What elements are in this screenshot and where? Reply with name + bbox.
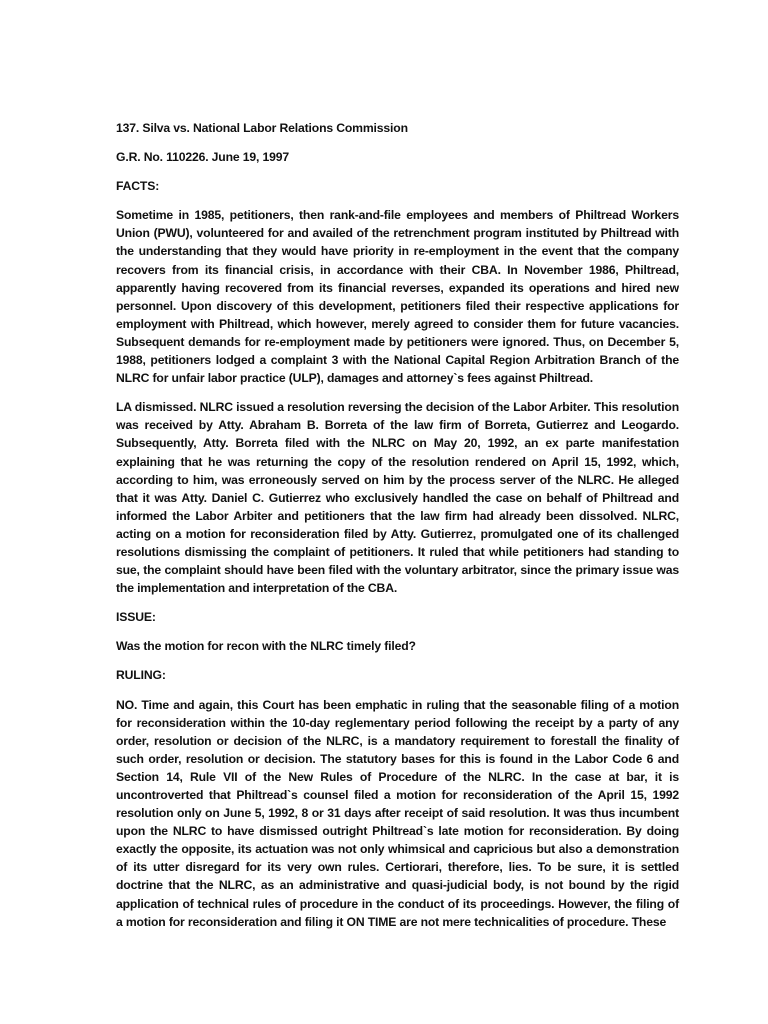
facts-paragraph-1: Sometime in 1985, petitioners, then rank-and-file employees and members of Philtread Workers Union (PWU), volunteered for and availed of the retrenchment program instituted by Philtread with the understanding that they would have priority in re-employment in the event that the company recovers from its financial crisis, in accordance with their CBA. In November 1986, Philtread, apparently having recovered from its financial reverses, expanded its operations and hired new personnel. Upon discovery of this development, petitioners filed their respective applications for employment with Philtread, which however, merely agreed to consider them for future vacancies. Subsequent demands for re-employment made by petitioners were ignored. Thus, on December 5, 1988, petitioners lodged a complaint 3 with the National Capital Region Arbitration Branch of the NLRC for unfair labor practice (ULP), damages and attorney`s fees against Philtread. — [116, 208, 679, 386]
case-citation: G.R. No. 110226. June 19, 1997 — [116, 150, 289, 165]
ruling-heading: RULING: — [116, 668, 166, 683]
issue-heading: ISSUE: — [116, 610, 156, 625]
facts-heading: FACTS: — [116, 179, 160, 194]
facts-paragraph-2: LA dismissed. NLRC issued a resolution reversing the decision of the Labor Arbiter. This resolution was received by Atty. Abraham B. Borreta of the law firm of Borreta, Gutierrez and Leogardo. Subsequently, Atty. Borreta filed with the NLRC on May 20, 1992, an ex parte manifestation explaining that he was returning the copy of the resolution rendered on April 15, 1992, which, according to him, was erroneously served on him by the process server of the NLRC. He alleged that it was Atty. Daniel C. Gutierrez who exclusively handled the case on behalf of Philtread and informed the Labor Arbiter and petitioners that the law firm had already been dissolved. NLRC, acting on a motion for reconsideration filed by Atty. Gutierrez, promulgated one of its challenged resolutions dismissing the complaint of petitioners. It ruled that while petitioners had standing to sue, the complaint should have been filed with the voluntary arbitrator, since the primary issue was the implementation and interpretation of the CBA. — [116, 400, 679, 596]
document-body — [116, 119, 679, 942]
issue-text: Was the motion for recon with the NLRC timely filed? — [116, 639, 416, 654]
case-title: 137. Silva vs. National Labor Relations Commission — [116, 121, 408, 135]
ruling-paragraph-1: NO. Time and again, this Court has been emphatic in ruling that the seasonable filing of a motion for reconsideration within the 10-day reglementary period following the receipt by a party of any order, resolution or decision of the NLRC, is a mandatory requirement to forestall the finality of such order, resolution or decision. The statutory bases for this is found in the Labor Code 6 and Section 14, Rule VII of the New Rules of Procedure of the NLRC. In the case at bar, it is uncontroverted that Philtread`s counsel filed a motion for reconsideration of the April 15, 1992 resolution only on June 5, 1992, 8 or 31 days after receipt of said resolution. It was thus incumbent upon the NLRC to have dismissed outright Philtread`s late motion for reconsideration. By doing exactly the opposite, its actuation was not only whimsical and capricious but also a demonstration of its utter disregard for its very own rules. Certiorari, therefore, lies. To be sure, it is settled doctrine that the NLRC, as an administrative and quasi-judicial body, is not bound by the rigid application of technical rules of procedure in the conduct of its proceedings. However, the filing of a motion for reconsideration and filing it ON TIME are not mere technicalities of procedure. These — [116, 697, 679, 929]
